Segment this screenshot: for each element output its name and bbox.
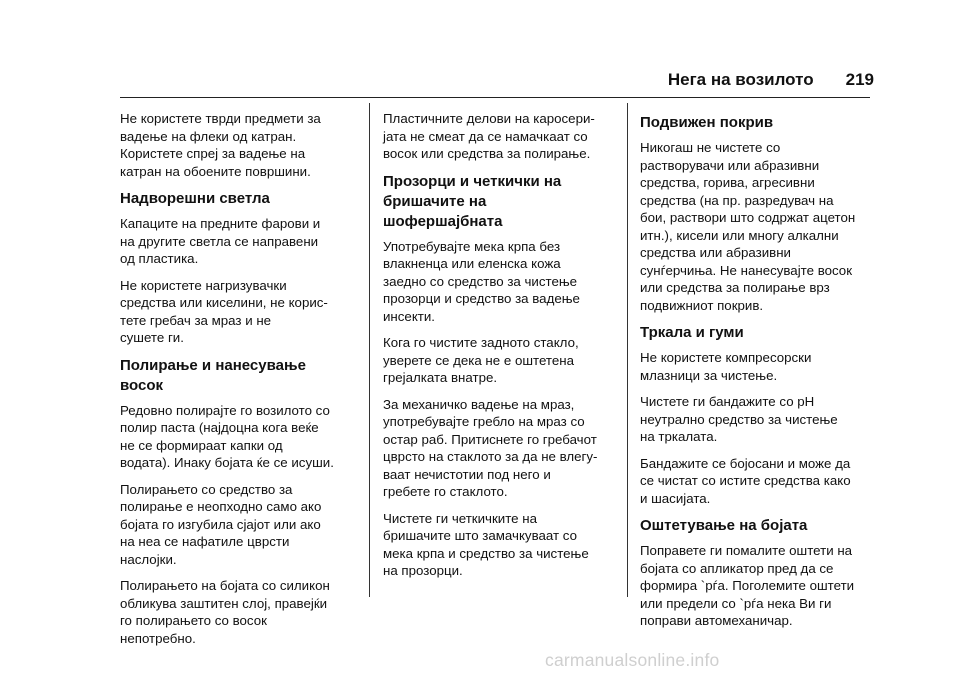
section-title: Нега на возилото <box>667 70 814 89</box>
paragraph: Капаците на предните фарови и на другите светла се направени од пластика. <box>120 216 321 266</box>
paragraph: Полирањето со средство за полирање е неопходно само ако бојата го изгубила сјајот или ако на неа се нафатиле цврсти наслојки. <box>120 481 322 567</box>
column-1 <box>120 110 360 656</box>
paragraph: Не користете компресорски млазници за чистење. <box>640 350 812 383</box>
paragraph: Редовно полирајте го возилото со полир паста (најдоцна кога веќе не се формираат капки од водата). Инаку бојата ќе се исуши. <box>120 402 334 470</box>
paragraph: Не користете тврди предмети за вадење на флеки од катран. Користете спреј за вадење на катран на обоените површини. <box>120 111 321 179</box>
paragraph: Употребувајте мека крпа без влакненца или еленска кожа заедно со средство за чистење прозорци и средство за вадење инсекти. <box>383 238 580 324</box>
column-3 <box>640 110 880 639</box>
page-number: 219 <box>845 70 874 89</box>
paragraph: Чистете ги бандажите со pH неутрално средство за чистење на тркалата. <box>640 394 838 444</box>
section-heading: Прозорци и четкички на бришачите на шофершајбната <box>383 172 562 230</box>
section-heading: Надворешни светла <box>120 190 270 207</box>
header-rule <box>120 97 870 98</box>
paragraph: Кога го чистите задното стакло, уверете се дека не е оштетена грејалката внатре. <box>383 335 579 385</box>
section-heading: Полирање и нанесување восок <box>120 356 306 394</box>
section-heading: Тркала и гуми <box>640 324 744 341</box>
section-heading: Оштетување на бојата <box>640 517 808 534</box>
column-2 <box>383 110 623 589</box>
paragraph: Бандажите се бојосани и може да се чистат со истите средства како и шасијата. <box>640 455 851 506</box>
paragraph: Поправете ги помалите оштети на бојата со апликатор пред да се формира `рѓа. Поголемите оштети или предели со `рѓа нека Ви ги поправи автомеханичар. <box>640 543 855 628</box>
paragraph: Никогаш не чистете со растворувачи или абразивни средства, горива, агресивни средства (на пр. разредувач на бои, раствори што содржат ацетон итн.), кисели или многу алкални средства или абразивни сунѓерчиња. Не нанесувајте восок или средства за полирање врз подвижниот покрив. <box>640 140 856 313</box>
column-divider-2 <box>627 103 628 597</box>
paragraph: Полирањето на бојата со силикон обликува заштитен слој, правејќи го полирањето со восок непотребно. <box>120 578 330 646</box>
section-heading: Подвижен покрив <box>640 114 774 131</box>
running-header <box>668 70 874 90</box>
paragraph: Чистете ги четкичките на бришачите што замачкуваат со мека крпа и средство за чистење на прозорци. <box>383 510 589 578</box>
column-divider-1 <box>369 103 370 597</box>
paragraph: За механичко вадење на мраз, употребувајте гребло на мраз со остар раб. Притиснете го гребачот цврсто на стаклото за да не влегу- ваат нечистотии под него и гребете го стаклото. <box>383 396 598 499</box>
paragraph: Не користете нагризувачки средства или киселини, не корис- тете гребач за мраз и не сушете ги. <box>120 277 328 345</box>
paragraph: Пластичните делови на каросери- јата не смеат да се намачкаат со восок или средства за полирање. <box>383 111 595 161</box>
watermark: carmanualsonline.info <box>545 650 720 670</box>
